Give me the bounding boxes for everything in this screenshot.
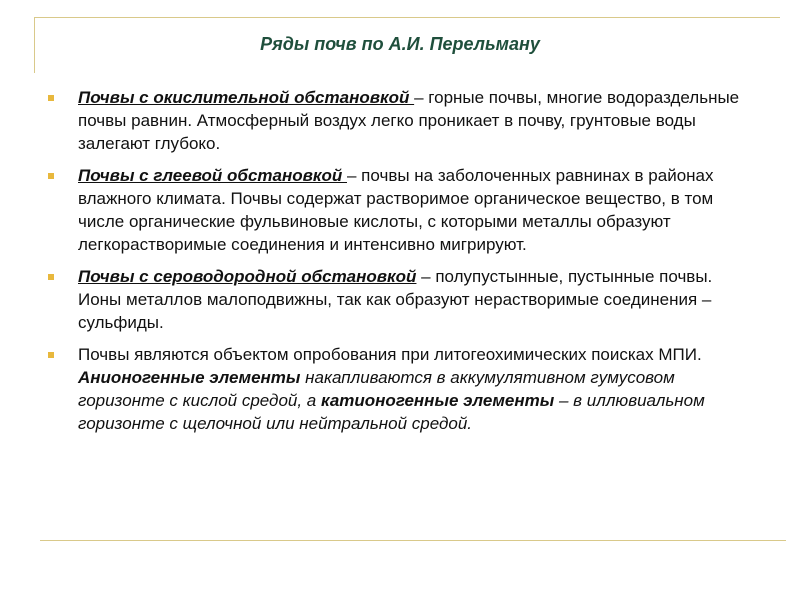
list-item [48,265,760,334]
list-item-term: Почвы с сероводородной обстановкой [78,267,417,286]
list-item [48,343,760,435]
list-item-text: Почвы являются объектом опробования при литогеохимических поисках МПИ. [78,345,702,364]
list-item-text: – в иллювиальном горизонте с щелочной или нейтральной средой. [78,391,705,433]
bullet-square-icon [48,173,54,179]
frame-top-line [34,17,780,18]
slide-title: Ряды почв по А.И. Перельману [260,34,540,54]
list-item-text: накапливаются в аккумулятивном гумусовом горизонте с кислой средой, а [78,368,675,410]
list-item [48,164,760,256]
list-item-text: – почвы на заболоченных равнинах в районах влажного климата. Почвы содержат растворимое органическое вещество, в том числе органические фульвиновые кислоты, с которыми металлы образуют легкорастворимые соединения и интенсивно мигрируют. [78,166,714,254]
list-item-text: – горные почвы, многие водораздельные почвы равнин. Атмосферный воздух легко проникает в почву, грунтовые воды залегают глубоко. [78,88,740,153]
list-item-text: – полупустынные, пустынные почвы. Ионы металлов малоподвижны, так как образуют нерастворимые соединения – сульфиды. [78,267,713,332]
bullet-list [48,86,760,444]
list-item-term: Почвы с окислительной обстановкой [78,88,415,107]
frame-bottom-line [40,540,786,541]
anionogenic-elements-term: Анионогенные элементы [78,368,301,387]
list-item [48,86,760,155]
bullet-square-icon [48,274,54,280]
bullet-square-icon [48,95,54,101]
bullet-square-icon [48,352,54,358]
list-item-term: Почвы с глеевой обстановкой [78,166,347,185]
cationogenic-elements-term: катионогенные элементы [321,391,555,410]
